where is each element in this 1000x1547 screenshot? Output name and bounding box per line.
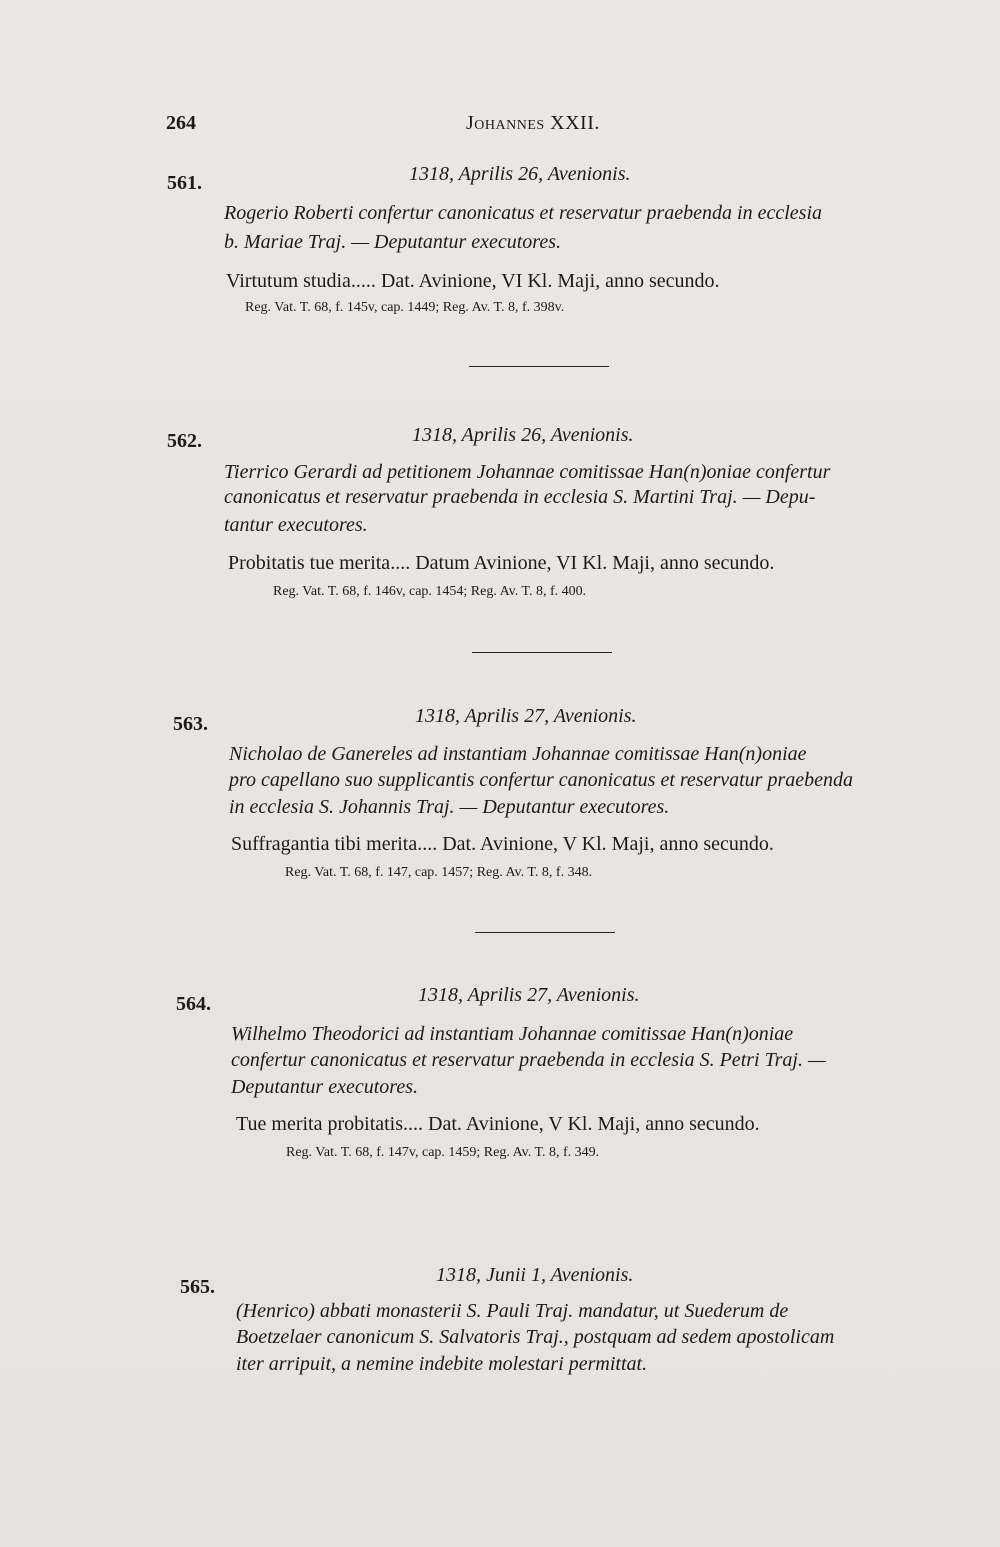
entry-summary-line: Boetzelaer canonicum S. Salvatoris Traj., postquam ad sedem apostolicam (236, 1326, 835, 1348)
entry-reference: Reg. Vat. T. 68, f. 147, cap. 1457; Reg. Av. T. 8, f. 348. (285, 865, 593, 880)
entry-reference: Reg. Vat. T. 68, f. 147v, cap. 1459; Reg. Av. T. 8, f. 349. (286, 1145, 600, 1160)
entry-number: 561. (167, 172, 202, 194)
entry-number: 564. (176, 993, 211, 1015)
entry-summary-line: canonicatus et reservatur praebenda in ecclesia S. Martini Traj. — Depu- (224, 486, 816, 508)
separator-rule (475, 932, 615, 933)
entry-number: 562. (167, 430, 202, 452)
entry-incipit: Tue merita probitatis.... Dat. Avinione, V Kl. Maji, anno secundo. (236, 1113, 760, 1135)
separator-rule (469, 366, 609, 367)
entry-number: 565. (180, 1276, 215, 1298)
entry-date: 1318, Aprilis 27, Avenionis. (415, 705, 637, 727)
entry-incipit: Suffragantia tibi merita.... Dat. Avinione, V Kl. Maji, anno secundo. (231, 833, 774, 855)
entry-incipit: Probitatis tue merita.... Datum Avinione, VI Kl. Maji, anno secundo. (228, 552, 775, 574)
entry-summary-line: confertur canonicatus et reservatur praebenda in ecclesia S. Petri Traj. — (231, 1049, 826, 1071)
entry-summary-line: in ecclesia S. Johannis Traj. — Deputantur executores. (229, 796, 670, 818)
running-head: Johannes XXII. (466, 112, 600, 134)
entry-summary-line: Wilhelmo Theodorici ad instantiam Johannae comitissae Han(n)oniae (231, 1023, 794, 1045)
page-number: 264 (166, 112, 196, 134)
entry-summary-line: b. Mariae Traj. — Deputantur executores. (224, 231, 562, 253)
entry-reference: Reg. Vat. T. 68, f. 145v, cap. 1449; Reg. Av. T. 8, f. 398v. (245, 300, 565, 315)
entry-summary-line: tantur executores. (224, 514, 368, 536)
entry-date: 1318, Aprilis 26, Avenionis. (409, 163, 631, 185)
entry-summary-line: pro capellano suo supplicantis confertur canonicatus et reservatur praebenda (229, 769, 853, 791)
entry-summary-line: Deputantur executores. (231, 1076, 418, 1098)
entry-reference: Reg. Vat. T. 68, f. 146v, cap. 1454; Reg. Av. T. 8, f. 400. (273, 584, 587, 599)
entry-summary-line: Tierrico Gerardi ad petitionem Johannae comitissae Han(n)oniae confertur (224, 461, 831, 483)
separator-rule (472, 652, 612, 653)
entry-date: 1318, Aprilis 26, Avenionis. (412, 424, 634, 446)
entry-summary-line: Nicholao de Ganereles ad instantiam Johannae comitissae Han(n)oniae (229, 743, 807, 765)
entry-date: 1318, Aprilis 27, Avenionis. (418, 984, 640, 1006)
entry-date: 1318, Junii 1, Avenionis. (436, 1264, 634, 1286)
entry-summary-line: iter arripuit, a nemine indebite molestari permittat. (236, 1353, 648, 1375)
entry-number: 563. (173, 713, 208, 735)
entry-summary-line: Rogerio Roberti confertur canonicatus et reservatur praebenda in ecclesia (224, 202, 823, 224)
entry-summary-line: (Henrico) abbati monasterii S. Pauli Traj. mandatur, ut Suederum de (236, 1300, 789, 1322)
entry-incipit: Virtutum studia..... Dat. Avinione, VI Kl. Maji, anno secundo. (226, 270, 720, 292)
